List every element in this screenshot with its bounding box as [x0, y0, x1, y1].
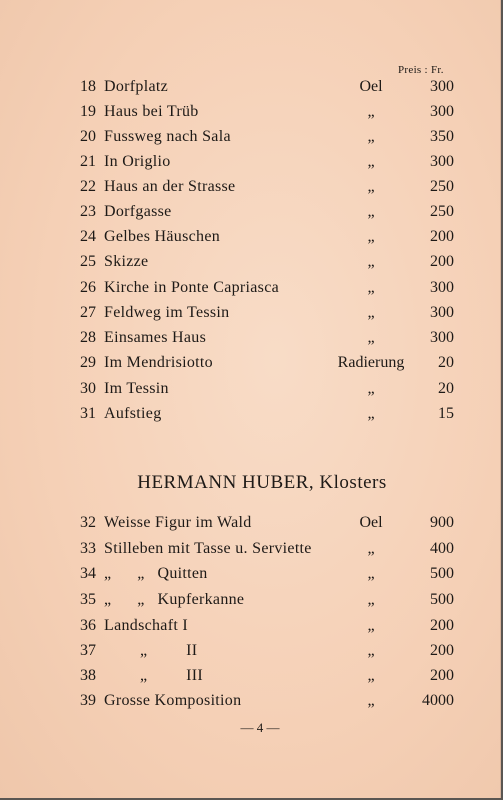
- artwork-medium: „: [367, 329, 375, 346]
- artwork-medium: „: [367, 228, 375, 245]
- artwork-number: 18: [80, 78, 96, 95]
- artwork-medium: „: [367, 667, 375, 684]
- artwork-number: 37: [80, 642, 96, 659]
- artwork-price: 400: [430, 540, 454, 557]
- artwork-medium: „: [367, 279, 375, 296]
- artwork-price: 4000: [422, 692, 454, 709]
- artwork-medium: „: [367, 253, 375, 270]
- artwork-number: 31: [80, 405, 96, 422]
- artwork-number: 39: [80, 692, 96, 709]
- artwork-number: 24: [80, 228, 96, 245]
- artwork-title: Kirche in Ponte Capriasca: [104, 279, 279, 296]
- artwork-medium: „: [367, 380, 375, 397]
- artwork-medium: Oel: [359, 78, 383, 95]
- artwork-price: 250: [430, 203, 454, 220]
- artwork-medium: „: [367, 642, 375, 659]
- artwork-medium: „: [367, 153, 375, 170]
- artwork-row: [0, 327, 500, 349]
- artwork-row: [0, 277, 500, 299]
- artwork-row: [0, 176, 500, 198]
- artwork-medium: „: [367, 128, 375, 145]
- artwork-medium: „: [367, 103, 375, 120]
- artwork-number: 22: [80, 178, 96, 195]
- artwork-price: 20: [438, 354, 454, 371]
- artwork-price: 350: [430, 128, 454, 145]
- artwork-price: 300: [430, 329, 454, 346]
- artwork-medium: „: [367, 405, 375, 422]
- artwork-row: [0, 589, 500, 611]
- artwork-row: [0, 640, 500, 662]
- artwork-number: 29: [80, 354, 96, 371]
- artwork-title: Einsames Haus: [104, 329, 207, 346]
- artwork-number: 32: [80, 514, 96, 531]
- artwork-number: 19: [80, 103, 96, 120]
- artwork-row: [0, 226, 500, 248]
- artwork-price: 200: [430, 667, 454, 684]
- artwork-title: Landschaft I: [104, 617, 189, 634]
- artwork-row: [0, 201, 500, 223]
- artwork-price: 200: [430, 253, 454, 270]
- artwork-title: „ „ Kupferkanne: [104, 591, 245, 608]
- artwork-row: [0, 378, 500, 400]
- artwork-price: 200: [430, 617, 454, 634]
- artwork-row: [0, 352, 500, 374]
- artwork-number: 36: [80, 617, 96, 634]
- artwork-title: Stilleben mit Tasse u. Serviette: [104, 540, 312, 557]
- artwork-title: Feldweg im Tessin: [104, 304, 230, 321]
- artwork-number: 34: [80, 565, 96, 582]
- artwork-medium: „: [367, 178, 375, 195]
- artwork-row: [0, 403, 500, 425]
- artwork-title: Haus bei Trüb: [104, 103, 199, 120]
- artwork-title: Grosse Komposition: [104, 692, 242, 709]
- artwork-title: Dorfgasse: [104, 203, 172, 220]
- artwork-row: [0, 126, 500, 148]
- artwork-price: 250: [430, 178, 454, 195]
- artwork-title: „ „ Quitten: [104, 565, 208, 582]
- artwork-price: 200: [430, 228, 454, 245]
- artwork-price: 200: [430, 642, 454, 659]
- artwork-number: 33: [80, 540, 96, 557]
- artwork-price: 300: [430, 304, 454, 321]
- artwork-title: Im Mendrisiotto: [104, 354, 213, 371]
- artwork-medium: Oel: [359, 514, 383, 531]
- artwork-row: [0, 615, 500, 637]
- artwork-medium: „: [367, 617, 375, 634]
- artwork-number: 30: [80, 380, 96, 397]
- artwork-price: 300: [430, 153, 454, 170]
- artwork-price: 900: [430, 514, 454, 531]
- artwork-title: In Origlio: [104, 153, 171, 170]
- artwork-number: 35: [80, 591, 96, 608]
- artwork-price: 300: [430, 103, 454, 120]
- artwork-row: [0, 690, 500, 712]
- artwork-price: 15: [438, 405, 454, 422]
- artwork-row: [0, 101, 500, 123]
- artwork-title: Fussweg nach Sala: [104, 128, 231, 145]
- artwork-number: 26: [80, 279, 96, 296]
- artwork-price: 300: [430, 279, 454, 296]
- artwork-row: [0, 538, 500, 560]
- artwork-row: [0, 512, 500, 534]
- artwork-title: „ III: [140, 667, 203, 684]
- artwork-number: 25: [80, 253, 96, 270]
- artwork-price: 20: [438, 380, 454, 397]
- artwork-medium: „: [367, 565, 375, 582]
- price-column-header: Preis : Fr.: [398, 64, 444, 76]
- artwork-title: Im Tessin: [104, 380, 169, 397]
- artwork-number: 21: [80, 153, 96, 170]
- artwork-price: 500: [430, 565, 454, 582]
- artwork-title: Aufstieg: [104, 405, 162, 422]
- artwork-row: [0, 302, 500, 324]
- artwork-title: Dorfplatz: [104, 78, 169, 95]
- artist-heading: HERMANN HUBER, Klosters: [137, 472, 387, 493]
- artwork-title: Skizze: [104, 253, 149, 270]
- artwork-title: Gelbes Häuschen: [104, 228, 221, 245]
- artwork-price: 300: [430, 78, 454, 95]
- artwork-medium: „: [367, 304, 375, 321]
- artwork-price: 500: [430, 591, 454, 608]
- artwork-medium: „: [367, 591, 375, 608]
- artwork-number: 28: [80, 329, 96, 346]
- artwork-number: 38: [80, 667, 96, 684]
- artwork-row: [0, 251, 500, 273]
- artwork-number: 27: [80, 304, 96, 321]
- artwork-medium: „: [367, 692, 375, 709]
- artwork-medium: Radierung: [337, 354, 405, 371]
- artwork-title: Haus an der Strasse: [104, 178, 236, 195]
- artwork-medium: „: [367, 203, 375, 220]
- artwork-number: 23: [80, 203, 96, 220]
- artwork-title: „ II: [140, 642, 198, 659]
- artwork-row: [0, 151, 500, 173]
- artwork-row: [0, 76, 500, 98]
- artwork-row: [0, 563, 500, 585]
- artwork-row: [0, 665, 500, 687]
- artwork-medium: „: [367, 540, 375, 557]
- page-number: — 4 —: [240, 720, 280, 735]
- artwork-number: 20: [80, 128, 96, 145]
- artwork-title: Weisse Figur im Wald: [104, 514, 252, 531]
